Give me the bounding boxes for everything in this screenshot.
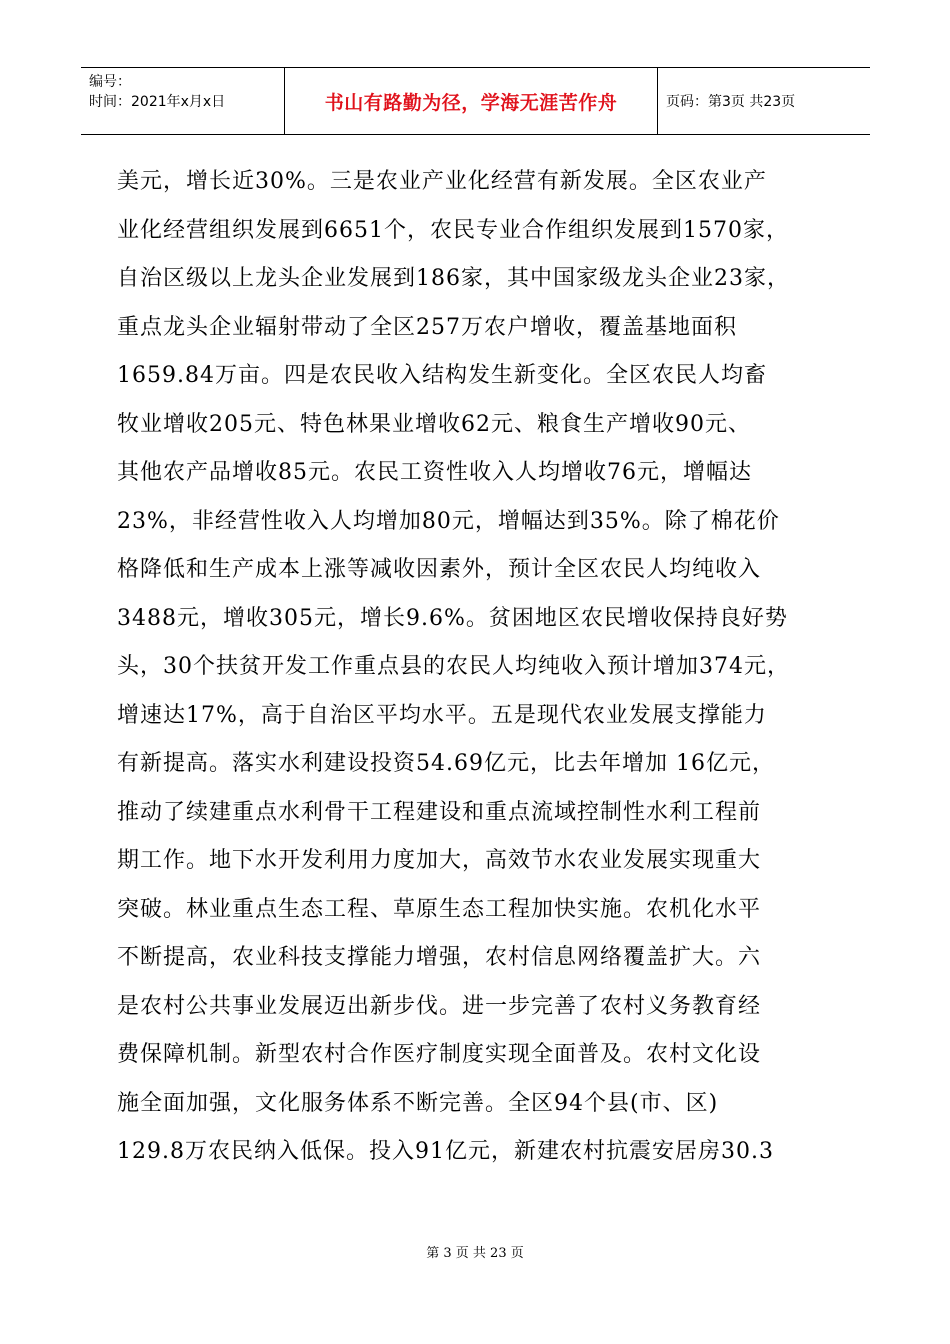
header-motto: 书山有路勤为径，学海无涯苦作舟 bbox=[284, 68, 658, 134]
text-line: 1659.84万亩。四是农民收入结构发生新变化。全区农民人均畜 bbox=[117, 363, 767, 388]
text-line: 增速达17%，高于自治区平均水平。五是现代农业发展支撑能力 bbox=[117, 702, 767, 728]
header-meta bbox=[81, 68, 284, 134]
page-header bbox=[81, 67, 870, 135]
text-line: 23%，非经营性收入人均增加80元，增幅达到35%。除了棉花价 bbox=[117, 508, 780, 534]
text-line: 业化经营组织发展到6651个，农民专业合作组织发展到1570家， bbox=[117, 217, 789, 243]
document-number-label: 编号： bbox=[89, 74, 131, 90]
header-page-info: 页码：第3页 共23页 bbox=[666, 94, 796, 110]
text-line: 其他农产品增收85元。农民工资性收入人均增收76元，增幅达 bbox=[117, 460, 752, 485]
text-line: 有新提高。落实水利建设投资54.69亿元，比去年增加 16亿元， bbox=[117, 751, 775, 776]
text-line: 美元，增长近30%。三是农业产业化经营有新发展。全区农业产 bbox=[117, 169, 767, 194]
text-line: 3488元，增收305元，增长9.6%。贫困地区农民增收保持良好势 bbox=[117, 605, 788, 631]
text-line: 头，30个扶贫开发工作重点县的农民人均纯收入预计增加374元， bbox=[117, 654, 790, 679]
text-line: 施全面加强，文化服务体系不断完善。全区94个县(市、区) bbox=[117, 1090, 719, 1116]
document-time-label: 时间：2021年x月x日 bbox=[89, 94, 226, 110]
text-line: 费保障机制。新型农村合作医疗制度实现全面普及。农村文化设 bbox=[117, 1042, 762, 1067]
text-line: 自治区级以上龙头企业发展到186家，其中国家级龙头企业23家， bbox=[117, 266, 790, 291]
text-line: 期工作。地下水开发利用力度加大，高效节水农业发展实现重大 bbox=[117, 848, 762, 873]
body-text bbox=[117, 158, 857, 1177]
text-line: 格降低和生产成本上涨等减收因素外，预计全区农民人均纯收入 bbox=[117, 557, 762, 582]
page-footer: 第 3 页 共 23 页 bbox=[426, 1246, 524, 1261]
text-line: 突破。林业重点生态工程、草原生态工程加快实施。农机化水平 bbox=[117, 896, 762, 922]
text-line: 推动了续建重点水利骨干工程建设和重点流域控制性水利工程前 bbox=[117, 799, 762, 825]
text-line: 129.8万农民纳入低保。投入91亿元，新建农村抗震安居房30.3 bbox=[117, 1139, 774, 1164]
text-line: 重点龙头企业辐射带动了全区257万农户增收，覆盖基地面积 bbox=[117, 314, 737, 340]
text-line: 是农村公共事业发展迈出新步伐。进一步完善了农村义务教育经 bbox=[117, 993, 762, 1019]
text-line: 牧业增收205元、特色林果业增收62元、粮食生产增收90元、 bbox=[117, 411, 751, 437]
text-line: 不断提高，农业科技支撑能力增强，农村信息网络覆盖扩大。六 bbox=[117, 945, 762, 970]
